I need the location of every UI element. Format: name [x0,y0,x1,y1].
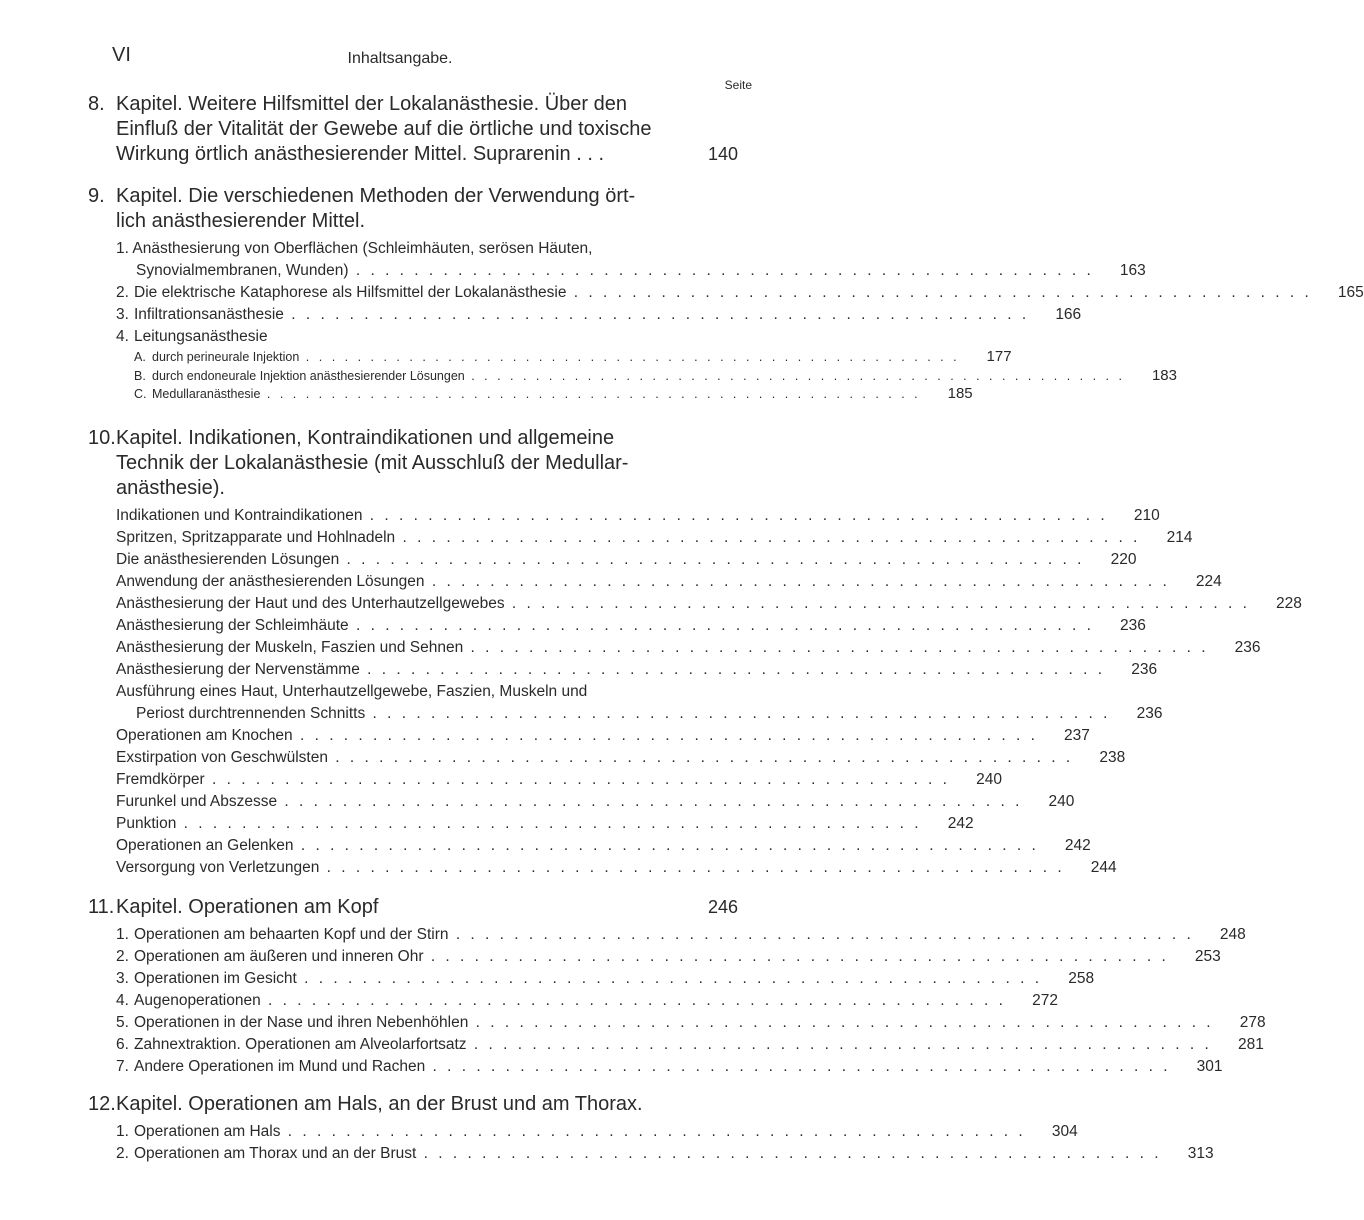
seite-column-label: Seite [724,78,752,92]
entry-label [116,813,922,835]
entry-page-number: 301 [1196,1057,1223,1075]
entry-number: 3. [116,969,129,987]
toc-entry[interactable] [116,857,1117,879]
entry-label [116,238,1094,282]
leader-dots: . . . . . . . . . . . . . . . . . . . . . . . . . . . . . . . . . . . . . . . . . . . . . . . . . . . [362,506,1108,524]
chapter-title[interactable] [88,895,738,920]
entry-label [116,747,1073,769]
entry-page-number: 238 [1099,748,1126,766]
entry-number: 4. [116,328,129,345]
entry-label [134,367,1125,386]
entry-page-number: 236 [1136,704,1163,722]
entry-number: 2. [116,1144,129,1162]
chapter-number: 10. [88,426,116,449]
entry-label [116,304,1029,326]
entry-label [116,1121,1026,1143]
entry-page-number: 240 [1048,792,1075,810]
toc-entry[interactable] [116,527,1193,549]
toc-entry[interactable] [116,282,1364,304]
entry-page-number: 278 [1239,1013,1266,1031]
toc-entry[interactable] [116,990,1058,1012]
leader-dots: . . . . . . . . . . . . . . . . . . . . . . . . . . . . . . . . . . . . . . . . . . . . . . . . . . . [468,1013,1214,1031]
leader-dots: . . . . . . . . . . . . . . . . . . . . . . . . . . . . . . . . . . . . . . . . . . . . . . . . . . . [260,387,921,401]
toc-entry[interactable] [116,769,1002,791]
entry-text: durch endoneurale Injektion anästhesierender Lösungen [152,368,465,383]
toc-entry[interactable] [116,326,738,348]
chapter-9 [88,184,1364,404]
toc-entry[interactable] [116,1034,1264,1056]
entry-text: Medullaranästhesie [152,387,261,401]
entry-number: 5. [116,1013,129,1031]
entry-text: Anwendung der anästhesierenden Lösungen [116,572,425,590]
leader-dots: . . . . . . . . . . . . . . . . . . . . . . . . . . . . . . . . . . . . . . . . . . . . . . . . . . . [283,306,1030,323]
chapter-title-line: Technik der Lokalanästhesie (mit Ausschluß der Medullar- [116,451,629,474]
leader-dots: . . . . . . . . . . . . . . . . . . . . . . . . . . . . . . . . . . . . . . . . . . . . . . . . . . . [466,1035,1212,1053]
entry-page-number: 313 [1187,1144,1214,1162]
chapter-title-line: Kapitel. Indikationen, Kontraindikationen und allgemeine [116,426,615,449]
chapter-number: 12. [88,1092,116,1115]
entry-text: Anästhesierung der Nervenstämme [116,660,360,678]
entry-page-number: 236 [1120,616,1146,634]
toc-entry[interactable] [116,1121,1078,1143]
entry-label [116,769,950,791]
entry-text: Anästhesierung der Haut und des Unterhautzellgewebes [116,594,505,612]
entry-label [116,659,1105,681]
entry-text: Ausführung eines Haut, Unterhautzellgewebe, Faszien, Muskeln und [116,682,588,700]
chapter-page-number: 246 [707,896,738,917]
toc-entry[interactable] [116,1012,1266,1034]
toc-entry[interactable] [116,725,1090,747]
entry-page-number: 236 [1131,660,1158,678]
entry-label [134,348,960,367]
leader-dots: . . . . . . . . . . . . . . . . . . . . . . . . . . . . . . . . . . . . . . . . . . . . . . . . . . . [504,594,1250,612]
entry-label [116,1143,1162,1165]
entry-page-number: 248 [1219,925,1246,943]
entry-label [116,725,1038,747]
entry-number: 3. [116,306,129,323]
entry-text: Operationen am Hals [134,1122,281,1140]
leader-dots: . . . . . . . . . . . . . . . . . . . . . . . . . . . . . . . . . . . . . . . . . . . . . . . . . . . [277,792,1023,810]
entry-label [116,990,1006,1012]
leader-dots: . . . . . . . . . . . . . . . . . . . . . . . . . . . . . . . . . . . . . . . . . . . . . . . . . . . [424,572,1170,590]
leader-dots: . . . . . . . . . . . . . . . . . . . . . . . . . . . . . . . . . . . . . . . . . . . . . . . . . . . [176,814,922,832]
entry-page-number: 220 [1110,550,1137,568]
entry-page-number: 183 [1151,366,1177,384]
entry-page-number: 165 [1337,284,1364,301]
toc-entry[interactable] [116,1056,1223,1078]
chapter-title[interactable] [88,92,738,167]
chapter-title-line: anästhesie). [116,476,225,499]
chapter-title-line: Kapitel. Operationen am Hals, an der Brust und am Thorax. [116,1092,643,1115]
leader-dots: . . . . . . . . . . . . . . . . . . . . . . . . . . . . . . . . . . . . . . . . . . . . . . . . . . . [359,660,1106,678]
leader-dots: . . . . . . . . . . . . . . . . . . . . . . . . . . . . . . . . . . . . . . . . . . . . . . . . . . . [365,704,1111,722]
chapter-10 [88,426,1302,879]
entry-number: 2. [116,947,129,965]
chapter-title-line: Kapitel. Die verschiedenen Methoden der Verwendung ört- [116,185,636,207]
entry-page-number: 242 [1064,836,1091,854]
entry-label [116,924,1194,946]
entry-number: C. [134,387,147,401]
entry-text: Operationen am behaarten Kopf und der Stirn [134,925,449,943]
entry-label [116,835,1039,857]
toc-entry[interactable] [116,946,1221,968]
entry-text: Operationen an Gelenken [116,836,294,854]
toc-entry[interactable] [116,238,1146,282]
leader-dots: . . . . . . . . . . . . . . . . . . . . . . . . . . . . . . . . . . . . . . . . . . . . . . . . . . . [260,991,1006,1009]
entry-label-line [116,260,1094,282]
leader-dots: . . . . . . . . . . . . . . . . . . . . . . . . . . . . . . . . . . . . . . . . . . . . . . . . . . . [463,638,1209,656]
toc-entry[interactable] [116,593,1302,615]
leader-dots: . . . . . . . . . . . . . . . . . . . . . . . . . . . . . . . . . . . . . . . . . . . . . . . . . . . [339,550,1085,568]
entry-label [116,549,1084,571]
entry-page-number: 177 [986,348,1012,365]
toc-entry[interactable] [116,835,1091,857]
entry-label [116,505,1108,527]
entry-page-number: 228 [1276,594,1302,612]
leader-dots: . . . . . . . . . . . . . . . . . . . . . . . . . . . . . . . . . . . . . . . . . . . . . . . . . . . [293,836,1039,854]
entry-number: 1. [116,925,129,943]
entry-page-number: 224 [1195,572,1222,590]
entry-number: B. [134,368,146,383]
entry-label [116,946,1169,968]
chapter-title-line: Einfluß der Vitalität der Gewebe auf die örtliche und toxische [116,118,652,140]
entry-label [116,791,1022,813]
chapter-entries [88,1121,1214,1165]
page-header [0,20,800,67]
chapter-11 [88,895,1266,1078]
entry-label [116,326,686,348]
leader-dots: . . . . . . . . . . . . . . . . . . . . . . . . . . . . . . . . . . . . . . . . . . . . . . . . . . . [348,262,1094,279]
entry-text: Operationen im Gesicht [134,969,297,987]
entry-text: Anästhesierung der Muskeln, Faszien und Sehnen [116,638,464,656]
entry-number: 7. [116,1057,129,1075]
toc-entry[interactable] [116,549,1137,571]
chapter-title-line: lich anästhesierender Mittel. [116,210,366,232]
entry-label-line [116,238,1094,260]
entry-label-line [116,703,1110,725]
toc-entry[interactable] [116,968,1095,990]
toc-entry[interactable] [116,791,1075,813]
toc-entry[interactable] [116,659,1158,681]
leader-dots: . . . . . . . . . . . . . . . . . . . . . . . . . . . . . . . . . . . . . . . . . . . . . . . . . . . [204,770,950,788]
entry-label [116,1034,1212,1056]
entry-text: Operationen am Thorax und an der Brust [134,1144,417,1162]
entry-text: Indikationen und Kontraindikationen [116,506,363,524]
entry-text: Infiltrationsanästhesie [134,306,284,323]
entry-text: Exstirpation von Geschwülsten [116,748,328,766]
entry-page-number: 244 [1090,858,1117,876]
toc-entry[interactable] [116,924,1246,946]
toc-entry[interactable] [116,813,974,835]
entry-label [116,637,1209,659]
entry-page-number: 185 [947,385,973,402]
entry-text: Operationen in der Nase und ihren Nebenhöhlen [134,1013,469,1031]
entry-text: Furunkel und Abszesse [116,792,278,810]
chapter-title-line: Wirkung örtlich anästhesierender Mittel. Suprarenin . . . [116,143,604,165]
entry-label [116,282,1312,304]
chapter-number: 11. [88,895,115,918]
toc-subentry[interactable] [116,366,1177,386]
entry-label [116,615,1094,637]
entry-text: Operationen am äußeren und inneren Ohr [134,947,424,965]
entry-page-number: 210 [1133,506,1160,524]
entry-number: 6. [116,1035,129,1053]
leader-dots: . . . . . . . . . . . . . . . . . . . . . . . . . . . . . . . . . . . . . . . . . . . . . . . . . . . [348,616,1094,634]
running-title: Inhaltsangabe. [347,50,453,67]
entry-text: Operationen am Knochen [116,726,293,744]
entry-text: Fremdkörper [116,770,205,788]
page-folio: VI [112,44,131,66]
entry-text: Leitungsanästhesie [134,328,268,345]
leader-dots: . . . . . . . . . . . . . . . . . . . . . . . . . . . . . . . . . . . . . . . . . . . . . . . . . . . [464,368,1125,383]
chapter-title-line: Kapitel. Weitere Hilfsmittel der Lokalanästhesie. Über den [116,93,627,115]
entry-label [116,527,1140,549]
chapter-8 [88,92,738,167]
chapter-number: 9. [88,185,105,207]
entry-text: Andere Operationen im Mund und Rachen [134,1057,426,1075]
chapter-title-line: Kapitel. Operationen am Kopf [116,895,379,918]
toc-entry[interactable] [116,637,1261,659]
entry-page-number: 253 [1194,947,1221,965]
leader-dots: . . . . . . . . . . . . . . . . . . . . . . . . . . . . . . . . . . . . . . . . . . . . . . . . . . . [416,1144,1162,1162]
leader-dots: . . . . . . . . . . . . . . . . . . . . . . . . . . . . . . . . . . . . . . . . . . . . . . . . . . . [319,858,1065,876]
leader-dots: . . . . . . . . . . . . . . . . . . . . . . . . . . . . . . . . . . . . . . . . . . . . . . . . . . . [280,1122,1026,1140]
chapter-page-number: 140 [707,144,738,164]
toc-entry[interactable] [116,505,1160,527]
toc-entry[interactable] [116,304,1082,326]
entry-page-number: 240 [976,770,1002,788]
entry-label [116,968,1042,990]
toc-subentry[interactable] [116,385,973,404]
entry-label [116,857,1065,879]
entry-label [134,385,921,404]
entry-text: durch perineurale Injektion [152,350,300,364]
chapter-number: 8. [88,93,105,115]
entry-page-number: 214 [1166,528,1193,546]
table-of-contents [88,92,1364,1165]
entry-number: 1. [116,1122,129,1140]
entry-number: 2. [116,284,129,301]
entry-label-line [116,681,1110,703]
entry-page-number: 242 [947,814,974,832]
leader-dots: . . . . . . . . . . . . . . . . . . . . . . . . . . . . . . . . . . . . . . . . . . . . . . . . . . . [448,925,1194,943]
chapter-entries [88,238,1364,404]
chapter-entries [88,505,1302,879]
entry-label [116,1012,1214,1034]
entry-page-number: 258 [1068,969,1095,987]
entry-text: 1. Anästhesierung von Oberflächen (Schleimhäuten, serösen Häuten, [116,240,593,257]
entry-text: Spritzen, Spritzapparate und Hohlnadeln [116,528,396,546]
entry-page-number: 304 [1051,1122,1078,1140]
leader-dots: . . . . . . . . . . . . . . . . . . . . . . . . . . . . . . . . . . . . . . . . . . . . . . . . . . . [423,947,1169,965]
leader-dots: . . . . . . . . . . . . . . . . . . . . . . . . . . . . . . . . . . . . . . . . . . . . . . . . . . . [395,528,1141,546]
leader-dots: . . . . . . . . . . . . . . . . . . . . . . . . . . . . . . . . . . . . . . . . . . . . . . . . . . . [292,726,1038,744]
leader-dots: . . . . . . . . . . . . . . . . . . . . . . . . . . . . . . . . . . . . . . . . . . . . . . . . . . . [296,969,1043,987]
entry-page-number: 236 [1234,638,1261,656]
toc-entry[interactable] [116,615,1146,637]
entry-label [116,593,1250,615]
toc-entry[interactable] [116,1143,1214,1165]
entry-text: Punktion [116,814,177,832]
leader-dots: . . . . . . . . . . . . . . . . . . . . . . . . . . . . . . . . . . . . . . . . . . . . . . . . . . . [299,350,960,364]
toc-entry[interactable] [116,571,1222,593]
entry-page-number: 163 [1119,262,1146,279]
chapter-title[interactable] [88,1092,738,1117]
entry-page-number: 272 [1032,991,1058,1009]
entry-label [116,681,1110,725]
toc-entry[interactable] [116,747,1126,769]
toc-subentry[interactable] [116,348,1012,367]
leader-dots: . . . . . . . . . . . . . . . . . . . . . . . . . . . . . . . . . . . . . . . . . . . . . . . . . . . [566,284,1312,301]
entry-page-number: 281 [1237,1035,1264,1053]
entry-text: Periost durchtrennenden Schnitts [136,704,366,722]
chapter-title[interactable] [88,426,738,501]
entry-text: Zahnextraktion. Operationen am Alveolarfortsatz [134,1035,467,1053]
entry-page-number: 237 [1064,726,1090,744]
leader-dots: . . . . . . . . . . . . . . . . . . . . . . . . . . . . . . . . . . . . . . . . . . . . . . . . . . . [425,1057,1171,1075]
entry-number: 4. [116,991,129,1009]
toc-entry[interactable] [116,681,1163,725]
entry-number: A. [134,350,146,364]
chapter-12 [88,1092,1214,1165]
entry-page-number: 166 [1055,306,1082,323]
entry-label [116,571,1170,593]
entry-text: Synovialmembranen, Wunden) [136,262,349,279]
leader-dots: . . . . . . . . . . . . . . . . . . . . . . . . . . . . . . . . . . . . . . . . . . . . . . . . . . . [327,748,1074,766]
entry-text: Anästhesierung der Schleimhäute [116,616,349,634]
entry-text: Augenoperationen [134,991,261,1009]
chapter-entries [88,924,1266,1078]
chapter-title[interactable] [88,184,738,234]
entry-text: Die anästhesierenden Lösungen [116,550,340,568]
entry-label [116,1056,1171,1078]
entry-text: Die elektrische Kataphorese als Hilfsmittel der Lokalanästhesie [134,284,567,301]
entry-text: Versorgung von Verletzungen [116,858,320,876]
